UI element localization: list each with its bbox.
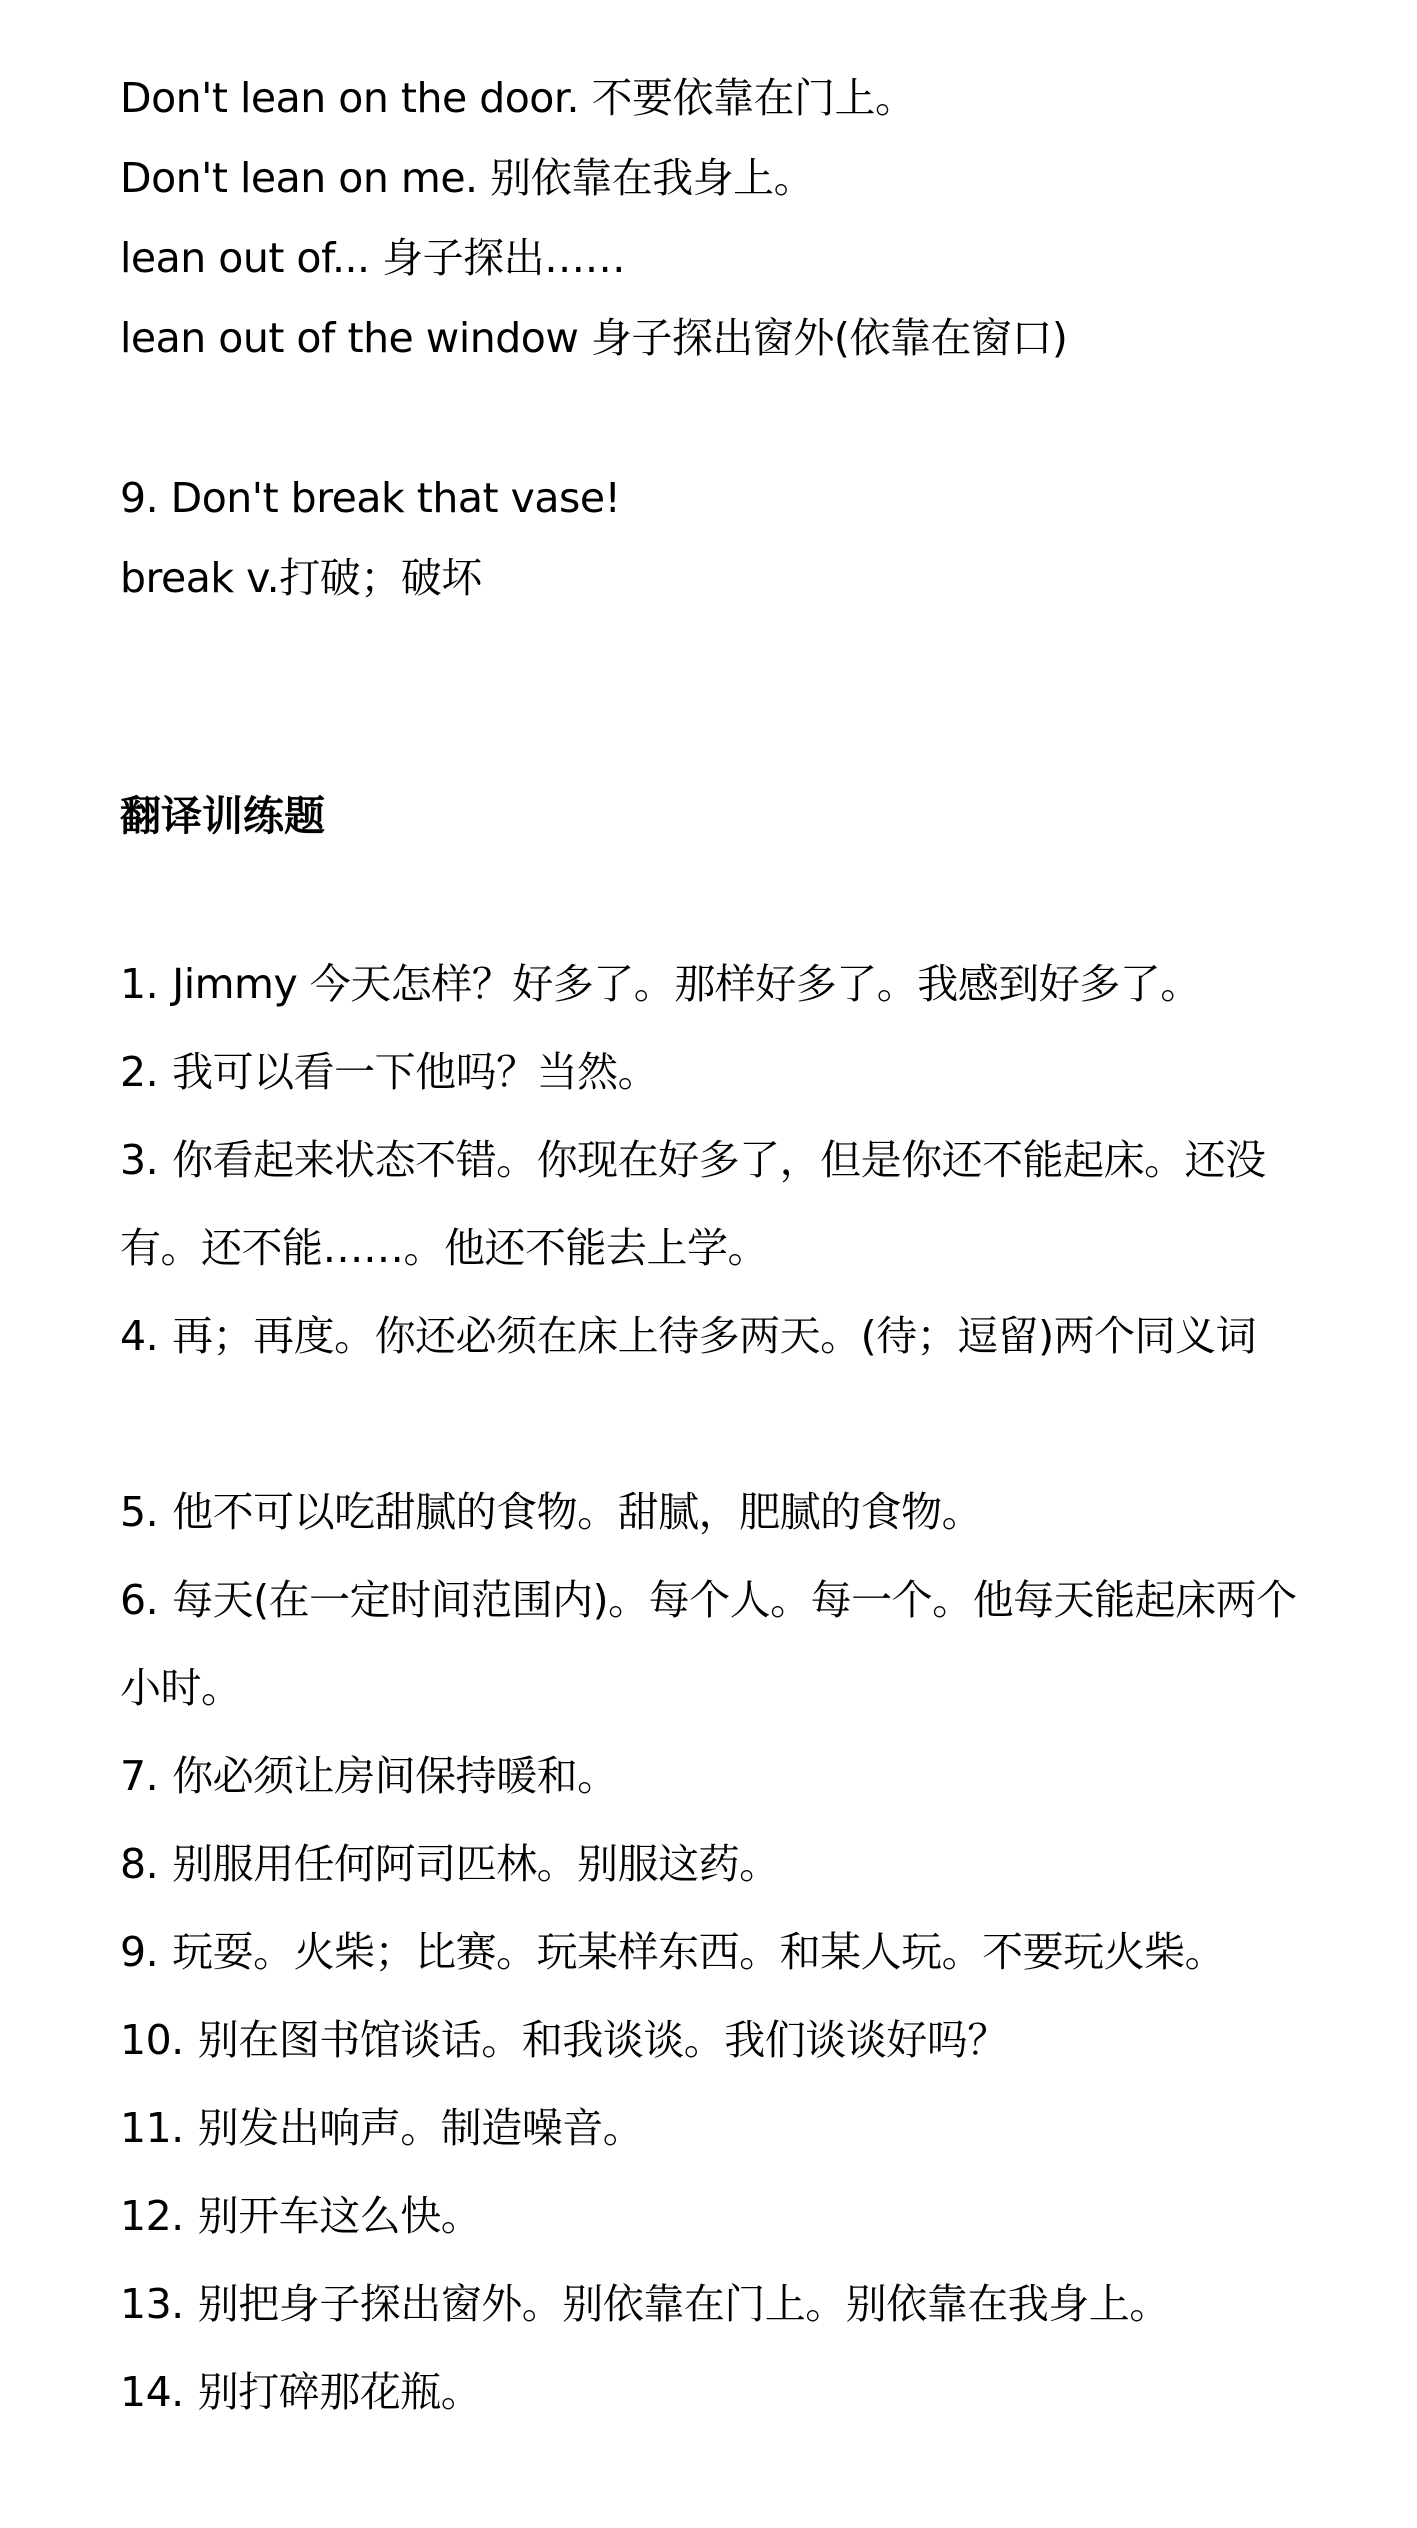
exercise-text: 别开车这么快。 [197,2192,482,2240]
exercise-number: 9. [120,1928,159,1976]
exercise-text: 别服用任何阿司匹林。别服这药。 [172,1840,780,1888]
exercise-text: 别打碎那花瓶。 [197,2368,482,2416]
exercise-text: 玩耍。火柴；比赛。玩某样东西。和某人玩。不要玩火柴。 [172,1928,1226,1976]
exercise-item [120,2260,1320,2348]
exercise-item [120,1732,1320,1820]
vocab-note-line: Don't lean on the door. 不要依靠在门上。 [120,74,916,122]
exercise-item [120,2348,1320,2436]
vocab-note-line: lean out of... 身子探出…… [120,234,626,282]
exercise-text: 再；再度。你还必须在床上待多两天。(待；逗留)两个同义词 [172,1312,1257,1360]
exercise-text: Jimmy 今天怎样？好多了。那样好多了。我感到好多了。 [172,960,1201,1008]
exercise-item [120,1468,1320,1556]
exercise-number: 11. [120,2104,184,2152]
exercise-item [120,1908,1320,1996]
sentence-9-title: 9. Don't break that vase! [120,474,621,522]
exercise-text: 别把身子探出窗外。别依靠在门上。别依靠在我身上。 [197,2280,1170,2328]
exercise-text: 我可以看一下他吗？当然。 [172,1048,659,1096]
exercise-number: 3. [120,1136,159,1184]
exercise-item [120,1820,1320,1908]
exercise-item [120,1028,1320,1116]
exercise-text: 别发出响声。制造噪音。 [197,2104,644,2152]
sentence-9-note: break v.打破；破坏 [120,554,482,602]
exercise-number: 12. [120,2192,184,2240]
exercise-text: 他不可以吃甜腻的食物。甜腻，肥腻的食物。 [172,1488,983,1536]
exercise-number: 6. [120,1576,159,1624]
exercise-number: 8. [120,1840,159,1888]
exercise-item [120,1996,1320,2084]
exercise-item [120,1292,1320,1380]
exercise-number: 13. [120,2280,184,2328]
vocab-note-line: Don't lean on me. 别依靠在我身上。 [120,154,815,202]
exercise-item [120,1556,1320,1732]
exercise-number: 4. [120,1312,159,1360]
exercise-number: 2. [120,1048,159,1096]
exercise-text: 每天(在一定时间范围内)。每个人。每一个。他每天能起床两个小时。 [120,1576,1297,1712]
exercise-number: 1. [120,960,159,1008]
exercise-text: 你必须让房间保持暖和。 [172,1752,618,1800]
vocab-note-line: lean out of the window 身子探出窗外(依靠在窗口) [120,314,1068,362]
exercise-item [120,2172,1320,2260]
exercise-number: 10. [120,2016,184,2064]
section-heading: 翻译训练题 [120,792,325,840]
exercise-number: 14. [120,2368,184,2416]
exercise-text: 别在图书馆谈话。和我谈谈。我们谈谈好吗？ [197,2016,1008,2064]
exercise-item [120,2084,1320,2172]
exercise-item [120,1116,1320,1292]
exercise-item [120,940,1320,1028]
exercise-number: 7. [120,1752,159,1800]
exercise-number: 5. [120,1488,159,1536]
exercise-text: 你看起来状态不错。你现在好多了，但是你还不能起床。还没有。还不能……。他还不能去上学。 [120,1136,1266,1272]
